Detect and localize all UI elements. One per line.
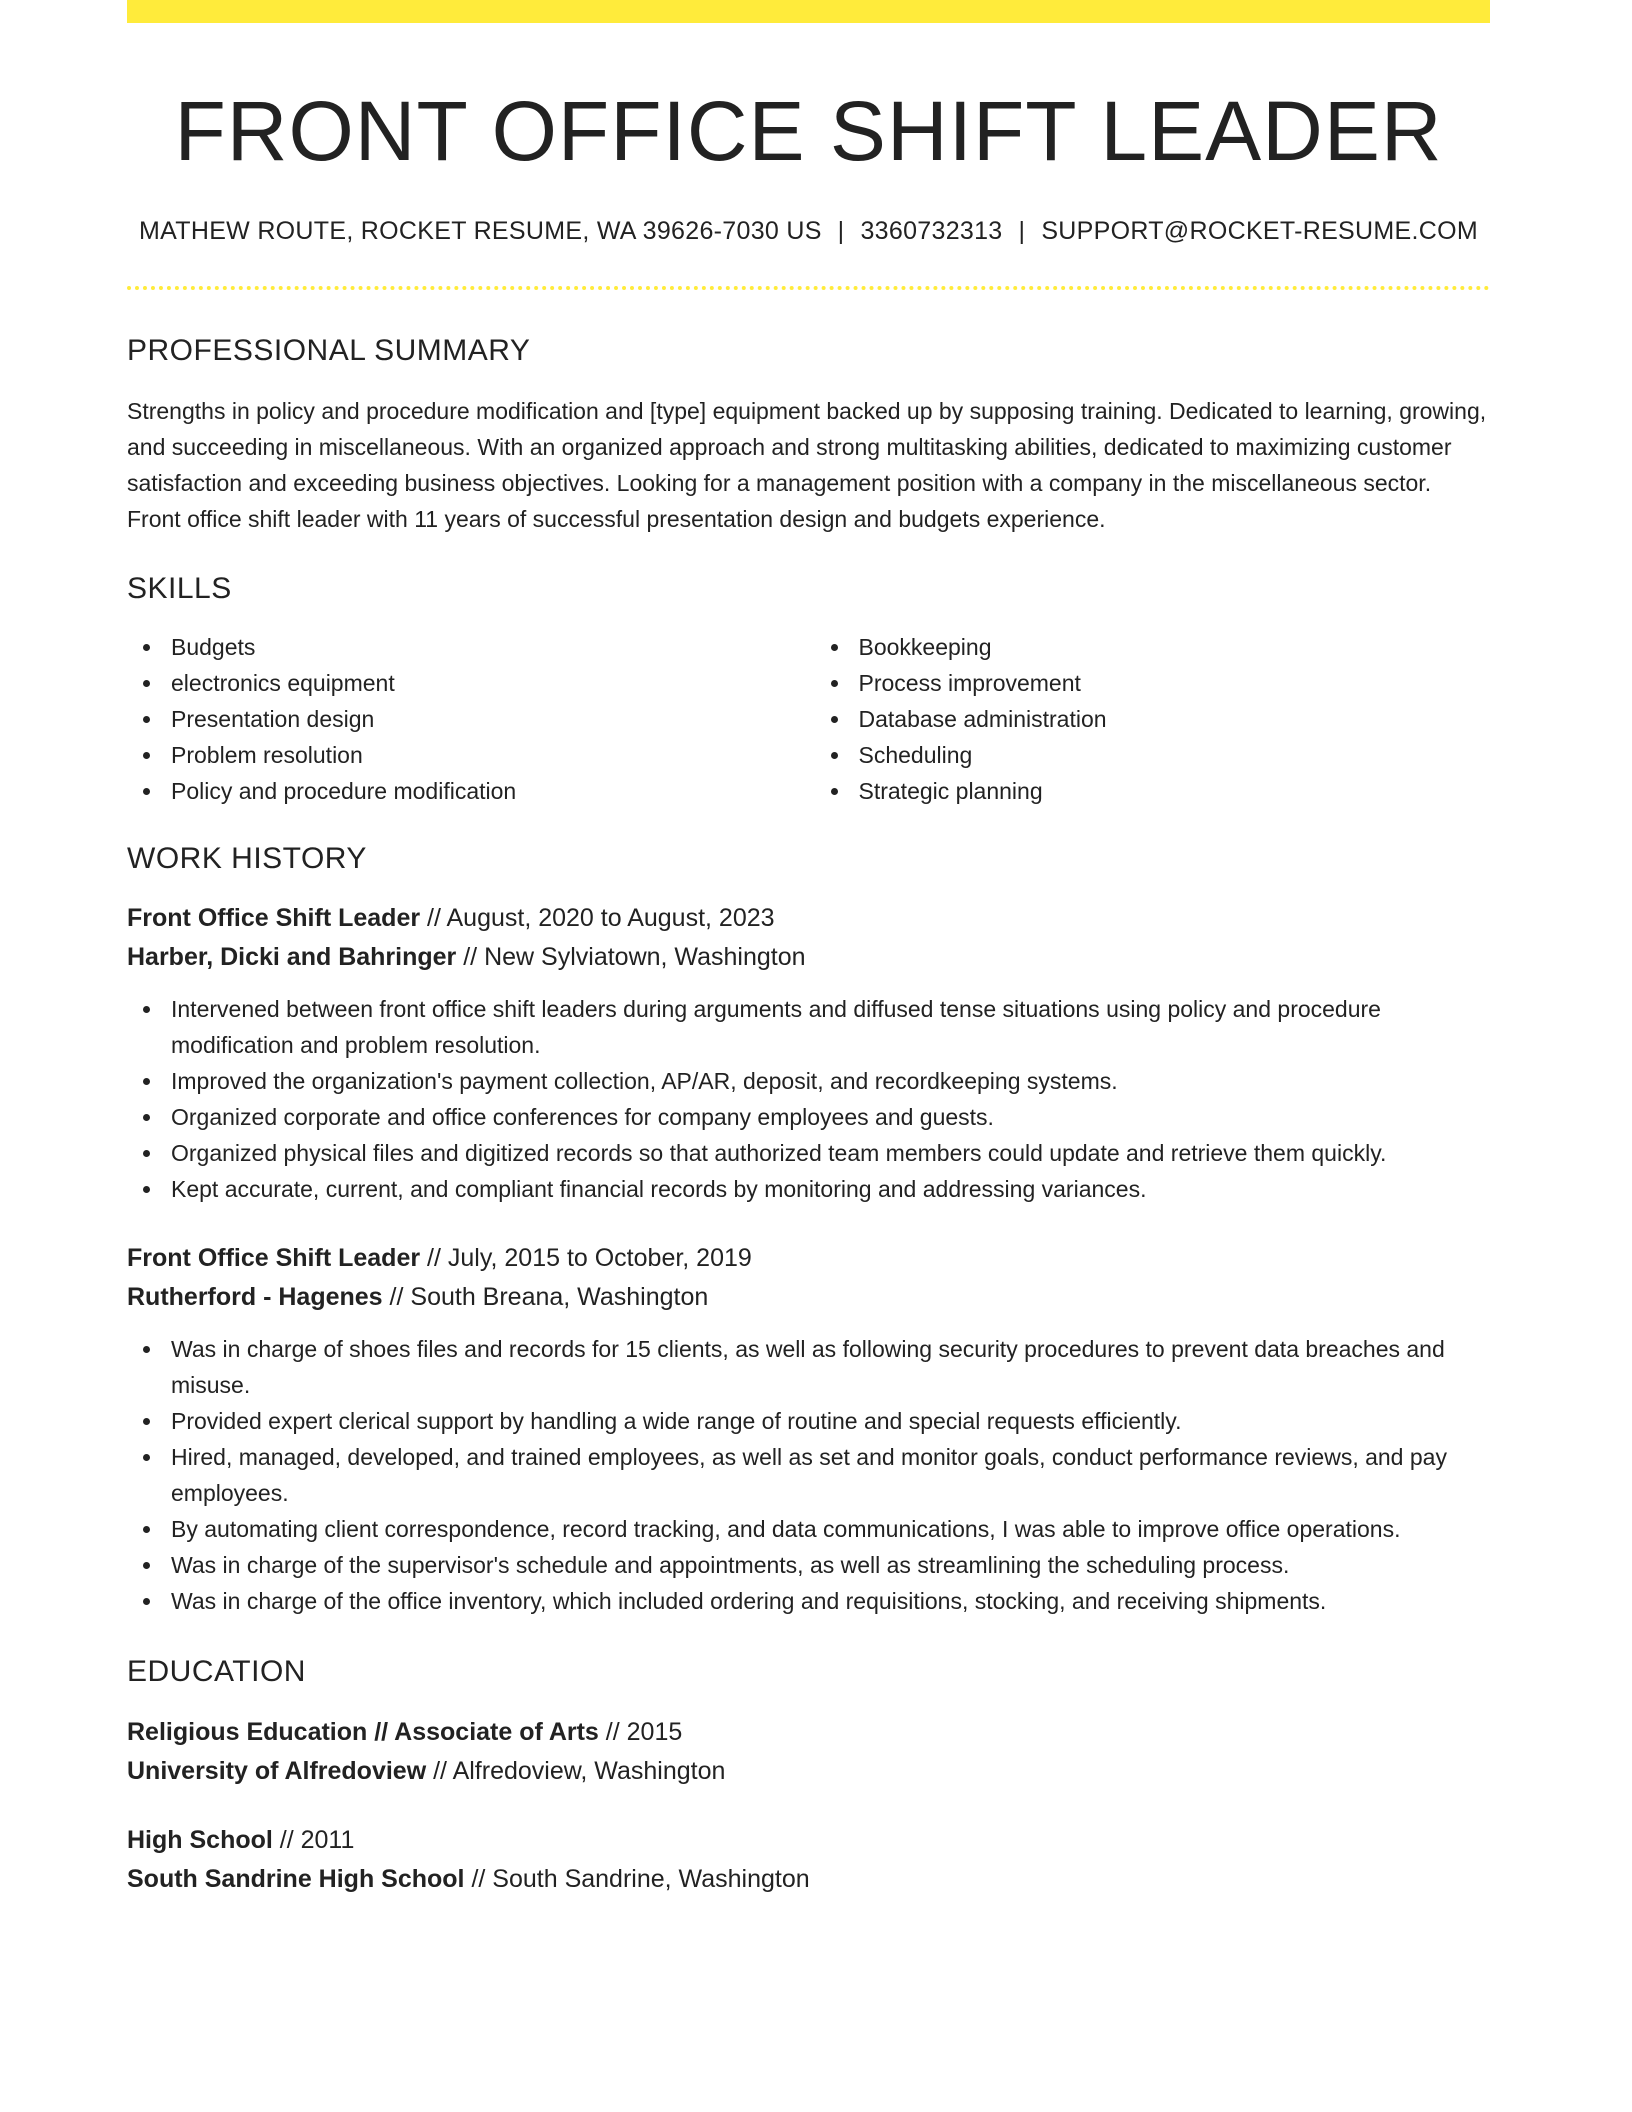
work-history-heading: WORK HISTORY xyxy=(127,842,367,876)
skill-item: Strategic planning xyxy=(815,773,1491,809)
field-separator: // xyxy=(272,1826,301,1855)
job-bullets xyxy=(127,1331,1490,1619)
field-separator: // xyxy=(420,1244,448,1273)
contact-email: SUPPORT@ROCKET-RESUME.COM xyxy=(1041,217,1478,246)
job-company-line xyxy=(127,938,1490,977)
job-entry xyxy=(127,1239,1490,1619)
skills-column-left xyxy=(127,629,809,809)
summary-heading: PROFESSIONAL SUMMARY xyxy=(127,334,531,368)
skills-heading: SKILLS xyxy=(127,572,232,606)
resume-page xyxy=(127,0,1490,1899)
education-degree-line xyxy=(127,1821,1490,1860)
skill-item: Policy and procedure modification xyxy=(127,773,809,809)
resume-title: FRONT OFFICE SHIFT LEADER xyxy=(174,84,1443,178)
education-school-line xyxy=(127,1860,1490,1899)
education-degree: Religious Education // Associate of Arts xyxy=(127,1718,599,1747)
skill-item: Presentation design xyxy=(127,701,809,737)
contact-separator: | xyxy=(1018,217,1026,246)
contact-phone: 3360732313 xyxy=(860,217,1003,246)
job-company: Rutherford - Hagenes xyxy=(127,1283,383,1312)
job-company: Harber, Dicki and Bahringer xyxy=(127,943,457,972)
job-bullets xyxy=(127,991,1490,1207)
contact-line xyxy=(127,217,1490,246)
education-entry xyxy=(127,1713,1490,1791)
job-title-line xyxy=(127,899,1490,938)
education-year: 2015 xyxy=(626,1718,683,1747)
field-separator: // xyxy=(420,904,447,933)
summary-text: Strengths in policy and procedure modification and [type] equipment backed up by supposing training. Dedicated to learning, growing, and succeeding in miscellaneous. With an organized approach and strong multitasking abilities, dedicated to maximizing customer satisfaction and exceeding business objectives. Looking for a management position with a company in the miscellaneous sector. Front office shift leader with 11 years of successful presentation design and budgets experience. xyxy=(127,398,1487,533)
contact-address: MATHEW ROUTE, ROCKET RESUME, WA 39626-7030 US xyxy=(139,217,822,246)
job-bullet: Organized corporate and office conferences for company employees and guests. xyxy=(127,1099,1490,1135)
job-bullet: Was in charge of shoes files and records for 15 clients, as well as following security procedures to prevent data breaches and misuse. xyxy=(127,1331,1490,1403)
job-location: South Breana, Washington xyxy=(410,1283,709,1312)
skill-item: Process improvement xyxy=(815,665,1491,701)
job-entry xyxy=(127,899,1490,1207)
skill-item: Budgets xyxy=(127,629,809,665)
education-year: 2011 xyxy=(300,1826,355,1855)
field-separator: // xyxy=(598,1718,627,1747)
accent-bar xyxy=(127,0,1490,23)
job-title: Front Office Shift Leader xyxy=(127,904,421,933)
skill-item: Scheduling xyxy=(815,737,1491,773)
field-separator: // xyxy=(426,1757,453,1786)
job-bullet: Provided expert clerical support by handling a wide range of routine and special requests efficiently. xyxy=(127,1403,1490,1439)
skill-item: electronics equipment xyxy=(127,665,809,701)
job-bullet: Organized physical files and digitized records so that authorized team members could update and retrieve them quickly. xyxy=(127,1135,1490,1171)
job-bullet: Kept accurate, current, and compliant financial records by monitoring and addressing variances. xyxy=(127,1171,1490,1207)
education-school-line xyxy=(127,1752,1490,1791)
job-bullet: Hired, managed, developed, and trained employees, as well as set and monitor goals, conduct performance reviews, and pay employees. xyxy=(127,1439,1490,1511)
education-heading: EDUCATION xyxy=(127,1655,306,1689)
field-separator: // xyxy=(382,1283,411,1312)
job-bullet: Intervened between front office shift leaders during arguments and diffused tense situations using policy and procedure modification and problem resolution. xyxy=(127,991,1490,1063)
job-title: Front Office Shift Leader xyxy=(127,1244,421,1273)
job-dates: August, 2020 to August, 2023 xyxy=(446,904,775,933)
education-location: Alfredoview, Washington xyxy=(452,1757,726,1786)
contact-separator: | xyxy=(837,217,845,246)
education-degree: High School xyxy=(127,1826,273,1855)
education-school: University of Alfredoview xyxy=(127,1757,427,1786)
field-separator: // xyxy=(456,943,485,972)
job-bullet: Improved the organization's payment collection, AP/AR, deposit, and recordkeeping systems. xyxy=(127,1063,1490,1099)
education-location: South Sandrine, Washington xyxy=(492,1865,810,1894)
skills-column-right xyxy=(809,629,1491,809)
job-bullet: Was in charge of the office inventory, which included ordering and requisitions, stocking, and receiving shipments. xyxy=(127,1583,1490,1619)
skill-item: Problem resolution xyxy=(127,737,809,773)
job-bullet: By automating client correspondence, record tracking, and data communications, I was able to improve office operations. xyxy=(127,1511,1490,1547)
skills-list xyxy=(127,629,1490,809)
education-entry xyxy=(127,1821,1490,1899)
job-location: New Sylviatown, Washington xyxy=(484,943,806,972)
job-bullet: Was in charge of the supervisor's schedule and appointments, as well as streamlining the scheduling process. xyxy=(127,1547,1490,1583)
skill-item: Database administration xyxy=(815,701,1491,737)
education-school: South Sandrine High School xyxy=(127,1865,465,1894)
education-degree-line xyxy=(127,1713,1490,1752)
skill-item: Bookkeeping xyxy=(815,629,1491,665)
job-title-line xyxy=(127,1239,1490,1278)
field-separator: // xyxy=(464,1865,493,1894)
job-company-line xyxy=(127,1278,1490,1317)
dotted-divider xyxy=(127,286,1490,290)
job-dates: July, 2015 to October, 2019 xyxy=(447,1244,752,1273)
